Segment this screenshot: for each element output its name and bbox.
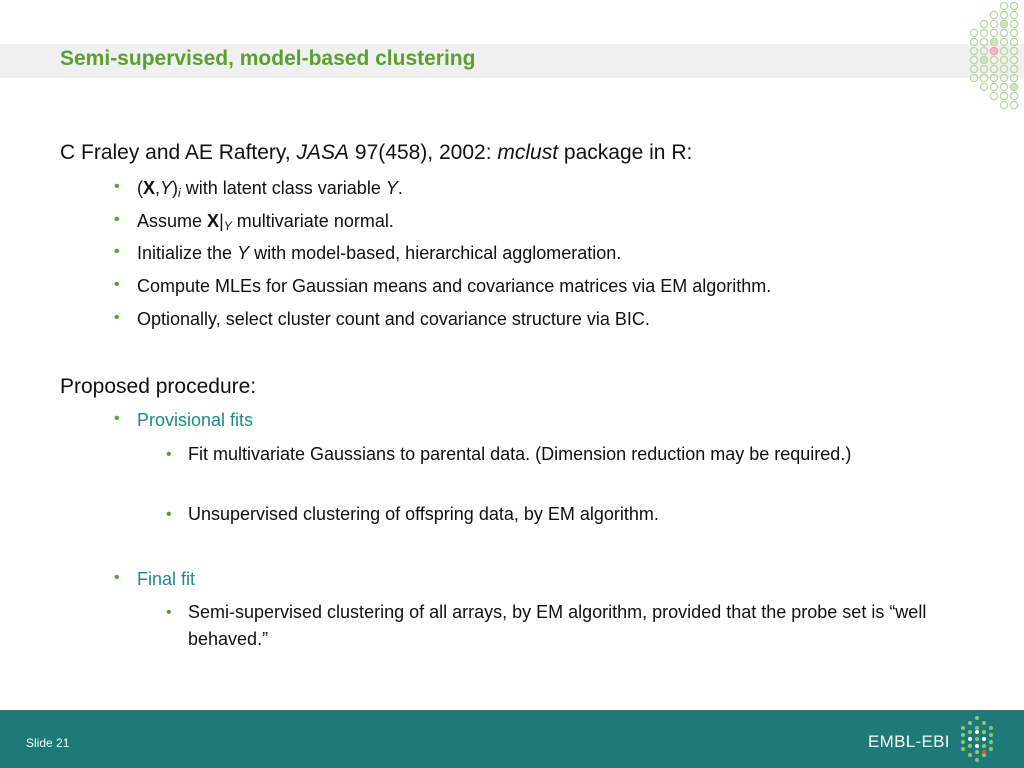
var-x: X xyxy=(143,178,156,198)
dot-grid-icon xyxy=(968,0,1024,120)
list-item xyxy=(166,599,946,653)
intro-package: mclust xyxy=(497,141,559,164)
slide-number: Slide 21 xyxy=(26,736,70,750)
bullet-icon: • xyxy=(114,276,120,293)
bullet-icon: • xyxy=(166,506,172,523)
var-y: Y xyxy=(385,178,398,198)
subscript-i: i xyxy=(178,186,181,200)
bullet-text: Initialize the xyxy=(137,243,233,263)
bullet-icon: • xyxy=(114,569,120,586)
bullet-icon: • xyxy=(166,604,172,621)
procedure-heading: Proposed procedure: xyxy=(60,375,257,398)
bullet-icon: • xyxy=(114,243,120,260)
period: . xyxy=(397,178,403,198)
bullet-text: multivariate normal. xyxy=(236,211,394,231)
list-item xyxy=(166,441,946,468)
intro-journal: JASA xyxy=(296,141,350,164)
bullet-icon: • xyxy=(114,410,120,427)
intro-citation: 97(458), 2002: xyxy=(354,141,492,164)
footer-bar xyxy=(0,710,1024,768)
var-y: Y xyxy=(237,243,250,263)
paren-close: ) xyxy=(172,178,179,198)
bar: | xyxy=(219,211,224,231)
bullet-icon: • xyxy=(114,178,120,195)
bullet-text: Assume xyxy=(137,211,203,231)
provisional-fits-label: Provisional fits xyxy=(137,410,254,430)
bullet-text: Compute MLEs for Gaussian means and covariance matrices via EM algorithm. xyxy=(137,276,772,296)
comma: , xyxy=(155,178,161,198)
bullet-text: Unsupervised clustering of offspring data, by EM algorithm. xyxy=(188,504,659,524)
intro-line xyxy=(60,141,692,165)
final-fit-label: Final fit xyxy=(137,569,196,589)
hexagon-dots-icon xyxy=(954,714,1000,764)
var-x: X xyxy=(207,211,220,231)
intro-tail: package in R: xyxy=(563,141,693,164)
bullet-icon: • xyxy=(114,211,120,228)
bullet-text: with model-based, hierarchical agglomeration. xyxy=(254,243,622,263)
list-item xyxy=(166,501,946,528)
slide-title: Semi-supervised, model-based clustering xyxy=(60,47,476,70)
bullet-text: with latent class variable xyxy=(185,178,381,198)
paren-open: ( xyxy=(137,178,143,198)
bullet-icon: • xyxy=(166,446,172,463)
bullet-text: Semi-supervised clustering of all arrays, by EM algorithm, provided that the probe set is “well behaved.” xyxy=(188,602,927,649)
bullet-text: Optionally, select cluster count and covariance structure via BIC. xyxy=(137,309,650,329)
brand-name: EMBL-EBI xyxy=(868,732,950,751)
var-y: Y xyxy=(160,178,173,198)
bullet-text: Fit multivariate Gaussians to parental data. (Dimension reduction may be required.) xyxy=(188,444,852,464)
intro-authors: C Fraley and AE Raftery, xyxy=(60,141,291,164)
subscript-y: Y xyxy=(223,219,232,233)
bullet-icon: • xyxy=(114,309,120,326)
